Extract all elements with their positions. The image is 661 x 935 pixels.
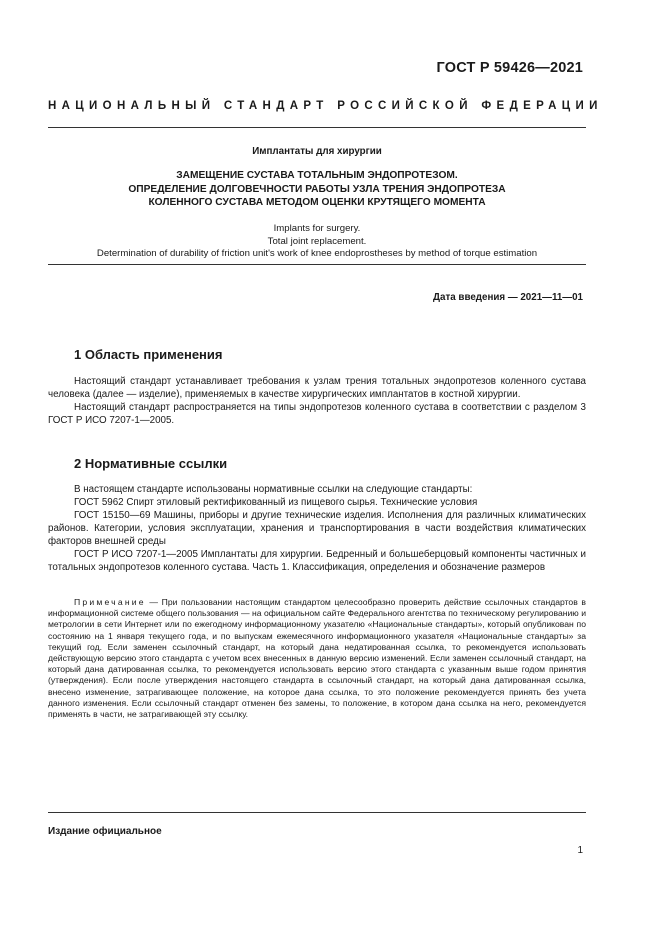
reference-item: ГОСТ Р ИСО 7207-1—2005 Имплантаты для хирургии. Бедренный и большеберцовый компоненты частичных и тотальных эндопротезов коленного сустава. Часть 1. Классификация, определения и обозначение размеров: [48, 549, 586, 573]
paragraph: Настоящий стандарт устанавливает требования к узлам трения тотальных эндопротезов коленного сустава человека (далее — изделие), применяемых в качестве хирургических имплантатов в костной хирургии.: [48, 376, 586, 400]
note-label: Примечание: [74, 597, 146, 607]
category-title: Имплантаты для хирургии: [252, 146, 382, 157]
main-title-line: КОЛЕННОГО СУСТАВА МЕТОДОМ ОЦЕНКИ КРУТЯЩЕГО МОМЕНТА: [148, 197, 486, 209]
paragraph: В настоящем стандарте использованы нормативные ссылки на следующие стандарты:: [74, 484, 473, 495]
note-block: [48, 597, 586, 720]
footer-rule: [48, 812, 586, 813]
english-title-line: Total joint replacement.: [267, 235, 367, 247]
main-title-line: ЗАМЕЩЕНИЕ СУСТАВА ТОТАЛЬНЫМ ЭНДОПРОТЕЗОМ.: [176, 170, 458, 181]
english-title-line: Implants for surgery.: [273, 223, 361, 234]
main-title: [48, 169, 586, 210]
note-text: — При пользовании настоящим стандартом целесообразно проверить действие ссылочных стандартов в информационной системе общего пользования — на официальном сайте Федерального агентства по техническому регулированию и метрологии в сети Интернет или по ежегодному информационному указателю «Национальные стандарты», который опубликован по состоянию на 1 января текущего года, и по выпускам ежемесячного информационного указателя «Национальные стандарты» за текущий год. Если заменен ссылочный стандарт, на который дана недатированная ссылка, то рекомендуется использовать действующую версию этого стандарта с учетом всех внесенных в данную версию изменений. Если заменен ссылочный стандарт, на который дана датированная ссылка, то рекомендуется использовать версию этого стандарта с указанным выше годом принятия (утверждения). Если после утверждения настоящего стандарта в ссылочный стандарт, на который дана датированная ссылка, внесено изменение, затрагивающее положение, на которое дана ссылка, то это положение рекомендуется принять без учета данного изменения. Если ссылочный стандарт отменен без замены, то положение, в котором дана ссылка на него, рекомендуется применять в части, не затрагивающей эту ссылку.: [48, 597, 586, 720]
header-rule: [48, 127, 586, 128]
main-title-line: ОПРЕДЕЛЕНИЕ ДОЛГОВЕЧНОСТИ РАБОТЫ УЗЛА ТРЕНИЯ ЭНДОПРОТЕЗА: [128, 183, 506, 195]
english-title: [48, 223, 586, 261]
section-2-body: [48, 483, 586, 574]
reference-item: ГОСТ 5962 Спирт этиловый ректификованный из пищевого сырья. Технические условия: [74, 497, 478, 508]
national-standard-banner: НАЦИОНАЛЬНЫЙ СТАНДАРТ РОССИЙСКОЙ ФЕДЕРАЦИИ: [48, 100, 603, 112]
introduction-date: Дата введения — 2021—11—01: [433, 292, 583, 303]
section-1-heading: 1 Область применения: [74, 347, 223, 362]
page-number: 1: [577, 845, 583, 856]
standard-number: ГОСТ Р 59426—2021: [436, 60, 583, 76]
paragraph: Настоящий стандарт распространяется на типы эндопротезов коленного сустава в соответствии с разделом 3 ГОСТ Р ИСО 7207-1—2005.: [48, 402, 586, 426]
reference-item: ГОСТ 15150—69 Машины, приборы и другие технические изделия. Исполнения для различных климатических районов. Категории, условия эксплуатации, хранения и транспортирования в части воздействия климатических факторов внешней среды: [48, 510, 586, 547]
edition-label: Издание официальное: [48, 826, 162, 837]
english-title-line: Determination of durability of friction unit's work of knee endoprostheses by method of torque estimation: [96, 248, 538, 260]
section-1-body: [48, 375, 586, 427]
title-rule: [48, 264, 586, 265]
section-2-heading: 2 Нормативные ссылки: [74, 456, 228, 471]
